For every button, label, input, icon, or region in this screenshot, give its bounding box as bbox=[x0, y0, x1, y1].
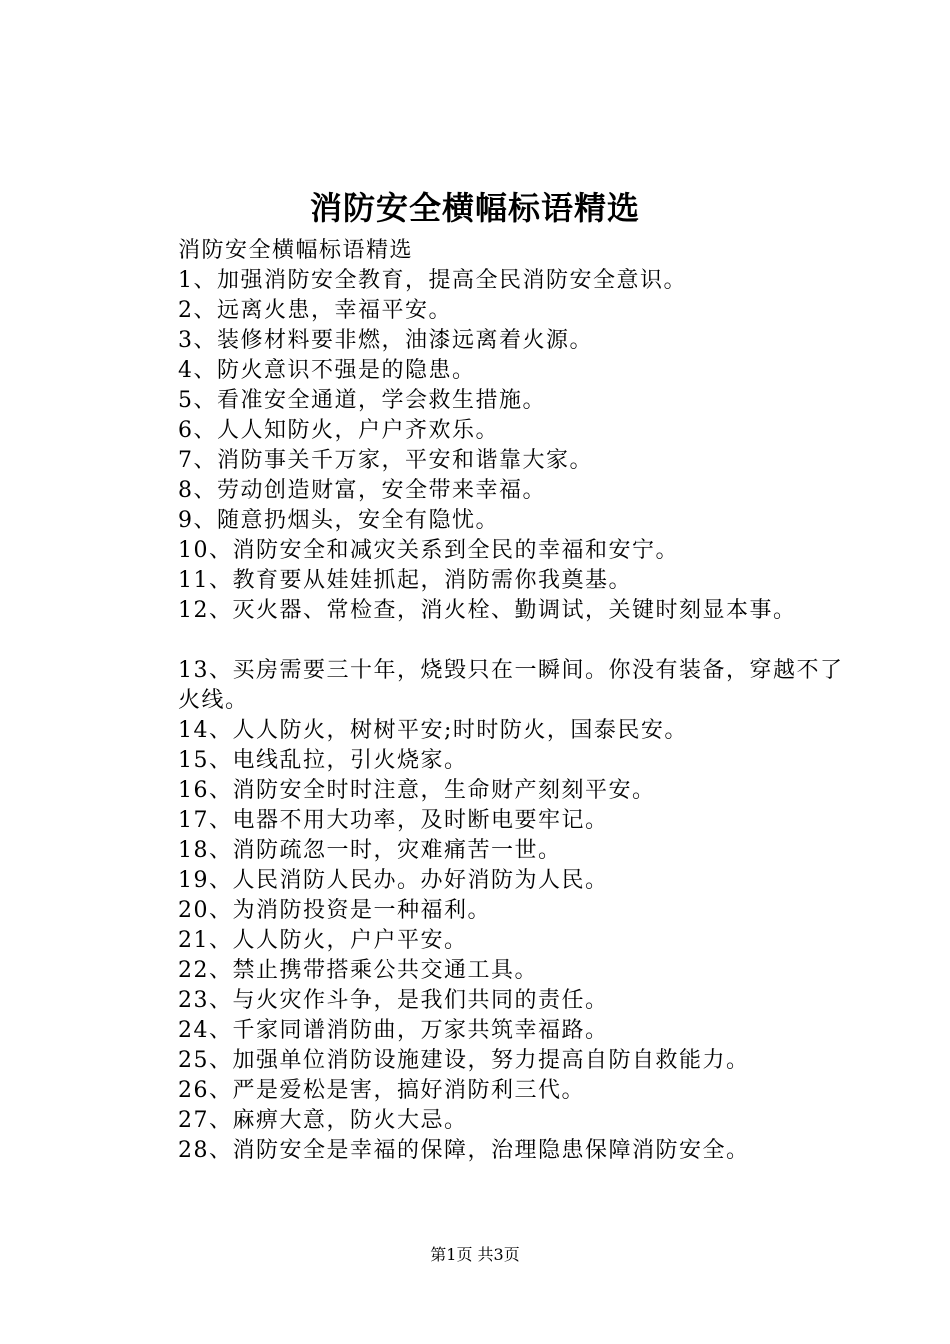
slogan-item: 5、看准安全通道，学会救生措施。 bbox=[178, 388, 546, 413]
slogan-item: 24、千家同谱消防曲，万家共筑幸福路。 bbox=[178, 1018, 609, 1043]
slogan-item: 9、随意扔烟头，安全有隐忧。 bbox=[178, 508, 499, 533]
slogan-item: 28、消防安全是幸福的保障，治理隐患保障消防安全。 bbox=[178, 1138, 750, 1163]
slogan-item: 12、灭火器、常检查，消火栓、勤调试，关键时刻显本事。 bbox=[178, 598, 797, 623]
slogan-item: 8、劳动创造财富，安全带来幸福。 bbox=[178, 478, 546, 503]
slogan-item: 20、为消防投资是一种福利。 bbox=[178, 898, 491, 923]
slogan-item: 21、人人防火，户户平安。 bbox=[178, 928, 468, 953]
slogan-item: 1、加强消防安全教育，提高全民消防安全意识。 bbox=[178, 268, 687, 293]
slogan-item: 17、电器不用大功率，及时断电要牢记。 bbox=[178, 808, 609, 833]
slogan-item: 26、严是爱松是害，搞好消防利三代。 bbox=[178, 1078, 585, 1103]
document-title: 消防安全横幅标语精选 bbox=[309, 189, 640, 227]
document-body bbox=[116, 236, 846, 1166]
document-subtitle: 消防安全横幅标语精选 bbox=[178, 238, 414, 263]
slogan-item: 19、人民消防人民办。办好消防为人民。 bbox=[178, 868, 609, 893]
slogan-item: 15、电线乱拉，引火烧家。 bbox=[178, 748, 468, 773]
slogan-item: 13、买房需要三十年，烧毁只在一瞬间。你没有装备，穿越不了火线。 bbox=[178, 658, 844, 713]
slogan-item: 2、远离火患，幸福平安。 bbox=[178, 298, 452, 323]
slogan-item: 7、消防事关千万家，平安和谐靠大家。 bbox=[178, 448, 593, 473]
slogan-item: 6、人人知防火，户户齐欢乐。 bbox=[178, 418, 499, 443]
slogan-item: 10、消防安全和减灾关系到全民的幸福和安宁。 bbox=[178, 538, 679, 563]
slogan-item: 14、人人防火，树树平安;时时防火，国泰民安。 bbox=[178, 718, 688, 743]
slogan-item: 18、消防疏忽一时，灾难痛苦一世。 bbox=[178, 838, 562, 863]
slogan-item: 4、防火意识不强是的隐患。 bbox=[178, 358, 476, 383]
slogan-item: 3、装修材料要非燃，油漆远离着火源。 bbox=[178, 328, 593, 353]
slogan-item: 22、禁止携带搭乘公共交通工具。 bbox=[178, 958, 538, 983]
slogan-item: 11、教育要从娃娃抓起，消防需你我奠基。 bbox=[178, 568, 632, 593]
slogan-item: 27、麻痹大意，防火大忌。 bbox=[178, 1108, 468, 1133]
slogan-item: 16、消防安全时时注意，生命财产刻刻平安。 bbox=[178, 778, 656, 803]
slogan-item: 25、加强单位消防设施建设，努力提高自防自救能力。 bbox=[178, 1048, 750, 1073]
slogan-item: 23、与火灾作斗争，是我们共同的责任。 bbox=[178, 988, 609, 1013]
page-footer: 第1页 共3页 bbox=[430, 1245, 520, 1264]
